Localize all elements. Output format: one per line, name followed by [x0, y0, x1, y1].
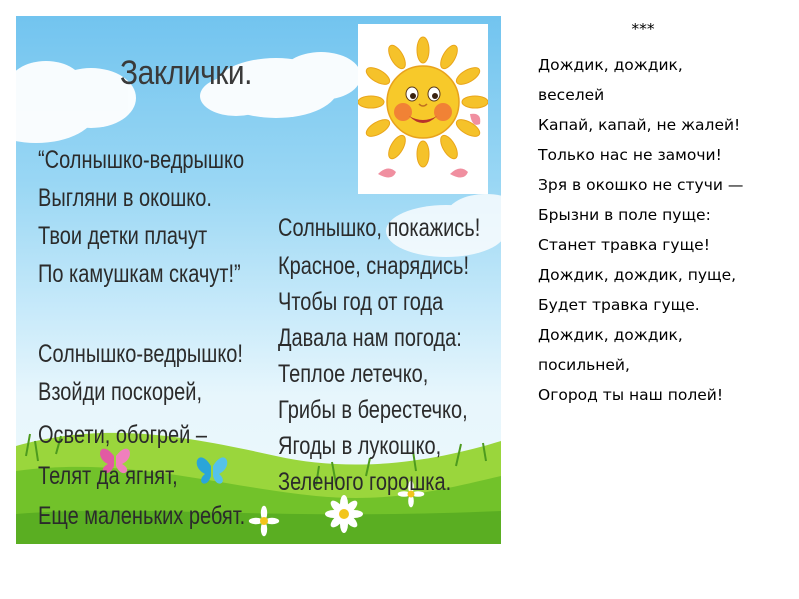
cloud-left	[16, 61, 136, 143]
left-poem-line: Еще маленьких ребят.	[38, 502, 246, 530]
rain-poem	[538, 18, 788, 410]
right-poem-line: Солнышко, покажись!	[278, 214, 481, 242]
right-poem-line: Ягоды в лукошко,	[278, 432, 442, 460]
poem-line: Только нас не замочи!	[538, 146, 722, 164]
left-poem-line: Взойди поскорей,	[38, 378, 203, 406]
left-poem-line: По камушкам скачут!”	[38, 260, 241, 288]
poem-line: Огород ты наш полей!	[538, 386, 724, 404]
poem-line: Дождик, дождик,	[538, 326, 683, 344]
right-poem-line: Зеленого горошка.	[278, 468, 452, 496]
poem-heading: ***	[631, 20, 655, 38]
right-poem-line: Грибы в берестечко,	[278, 396, 468, 424]
poem-line: Дождик, дождик, пуще,	[538, 266, 737, 284]
right-poem-line: Красное, снарядись!	[278, 252, 470, 280]
left-poem-line: Освети, обогрей –	[38, 421, 207, 449]
right-poem-line: Давала нам погода:	[278, 324, 462, 352]
illustrated-poem-card	[16, 16, 501, 544]
poem-line: веселей	[538, 86, 605, 104]
left-poem-line: Солнышко-ведрышко!	[38, 340, 243, 368]
left-poem-line: “Солнышко-ведрышко	[38, 146, 245, 174]
smiling-sun-icon	[358, 24, 488, 194]
left-poem-line: Телят да ягнят,	[38, 462, 178, 490]
poem-line: Дождик, дождик,	[538, 56, 683, 74]
poem-line: Будет травка гуще.	[538, 296, 700, 314]
poem-line: Брызни в поле пуще:	[538, 206, 711, 224]
right-poem-line: Чтобы год от года	[278, 288, 444, 316]
left-poem-line: Выгляни в окошко.	[38, 184, 212, 212]
left-poem-line: Твои детки плачут	[38, 222, 208, 250]
poem-line: Зря в окошко не стучи —	[538, 176, 744, 194]
poem-line: Станет травка гуще!	[538, 236, 710, 254]
card-title: Заклички.	[120, 54, 253, 92]
poem-line: посильней,	[538, 356, 630, 374]
right-poem-line: Теплое летечко,	[278, 360, 429, 388]
poem-line: Капай, капай, не жалей!	[538, 116, 741, 134]
